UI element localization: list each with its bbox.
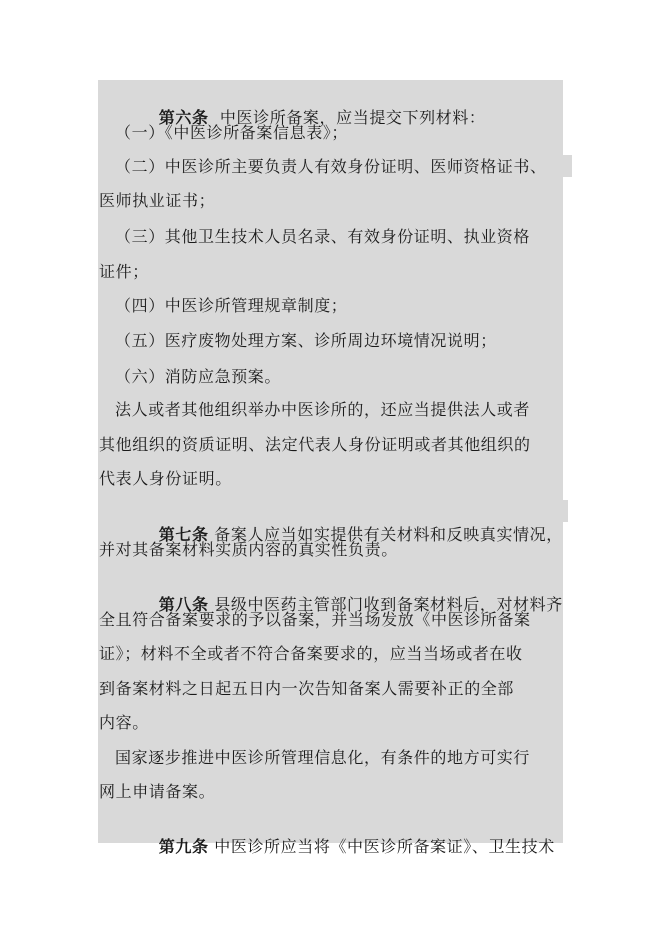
article-8-text: 县级中医药主管部门收到备案材料后，对材料齐 xyxy=(208,595,563,614)
article-8-line-3: 证》；材料不全或者不符合备案要求的，应当当场或者在收 xyxy=(99,644,523,663)
highlight-notch-1 xyxy=(560,155,572,177)
article-6-label: 第六条 xyxy=(158,108,209,127)
article-6-para-2-line-3: 代表人身份证明。 xyxy=(99,469,232,488)
article-6-item-3-cont: 证件； xyxy=(99,262,149,281)
article-7-label: 第七条 xyxy=(158,525,209,544)
article-8-label: 第八条 xyxy=(158,595,209,614)
article-6-para-2-line-2: 其他组织的资质证明、法定代表人身份证明或者其他组织的 xyxy=(99,435,531,454)
article-8-para-2-line-1: 国家逐步推进中医诊所管理信息化，有条件的地方可实行 xyxy=(115,748,531,767)
article-9-label: 第九条 xyxy=(158,837,209,856)
article-7-line-2: 并对其备案材料实质内容的真实性负责。 xyxy=(99,540,398,559)
article-6-item-5: （五）医疗废物处理方案、诊所周边环境情况说明； xyxy=(115,331,497,350)
article-6-para-2-line-1: 法人或者其他组织举办中医诊所的，还应当提供法人或者 xyxy=(115,400,531,419)
article-8-para-2-line-2: 网上申请备案。 xyxy=(99,782,216,801)
article-8-line-2: 全且符合备案要求的予以备案，并当场发放《中医诊所备案 xyxy=(99,610,531,629)
article-9-line-1 xyxy=(136,817,555,877)
article-6-item-1: （一）《中医诊所备案信息表》； xyxy=(115,123,349,142)
article-8-line-4: 到备案材料之日起五日内一次告知备案人需要补正的全部 xyxy=(99,679,515,698)
article-6-item-4: （四）中医诊所管理规章制度； xyxy=(115,296,348,315)
article-6-item-3: （三）其他卫生技术人员名录、有效身份证明、执业资格 xyxy=(115,227,531,246)
article-6-item-2-cont: 医师执业证书； xyxy=(99,191,216,210)
article-8-line-5: 内容。 xyxy=(99,713,149,732)
article-7-text: 备案人应当如实提供有关材料和反映真实情况， xyxy=(208,525,563,544)
article-6-item-6: （六）消防应急预案。 xyxy=(115,367,282,386)
article-6-intro: 中医诊所备案，应当提交下列材料： xyxy=(208,108,486,127)
article-6-item-2: （二）中医诊所主要负责人有效身份证明、医师资格证书、 xyxy=(115,157,547,176)
article-9-text: 中医诊所应当将《中医诊所备案证》、卫生技术 xyxy=(208,837,555,856)
